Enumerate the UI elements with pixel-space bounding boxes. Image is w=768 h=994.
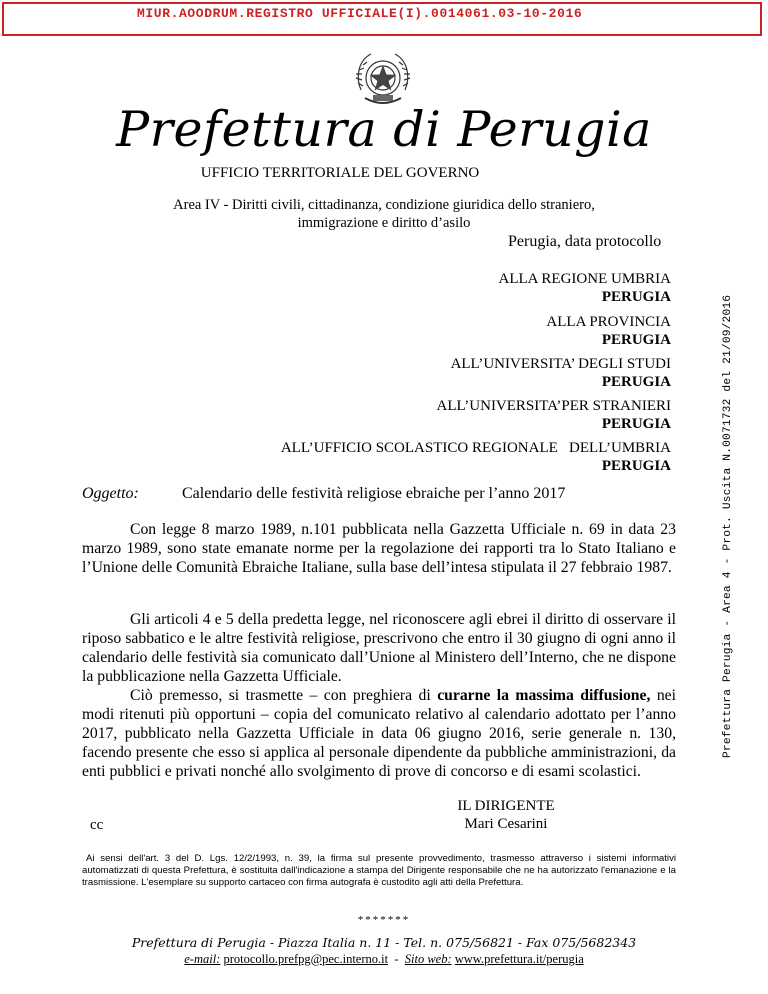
recipient [437,397,672,433]
recipient-name: ALL’UNIVERSITA’PER STRANIERI [436,398,671,414]
recipient-name: ALL’UNIVERSITA’ DEGLI STUDI [450,356,671,372]
recipient [546,313,671,349]
recipient [451,355,671,391]
paragraph-3-end: nei modi ritenuti più opportuni – copia del comunicato relativo al calendario adottato per l’anno 2017, pubblicato nella Gazzetta Ufficiale in data 06 giugno 2016, serie generale n. 130, facendo presente che esso si applica al personale dipendente da pubbliche amministrazioni, da enti pubblici e privati nonché allo svolgimento di prove di concorso e di esami scolastici. [82,687,677,780]
recipient-city: PERUGIA [601,458,671,474]
email-link[interactable]: protocollo.prefpg@pec.interno.it [223,952,389,966]
recipient [499,270,672,306]
page-title: Prefettura di Perugia [116,101,652,158]
body-paragraph-3 [82,686,676,781]
legal-note: Ai sensi dell'art. 3 del D. Lgs. 12/2/1993, n. 39, la firma sul presente provvedimento, trasmesso attraverso i sistemi informativi automatizzati di questa Prefettura, è sostituita dall'indicazione a stampa del Dirigente responsabile che ne ha autorizzato l'emanazione e la trasmissione. L'esemplare su supporto cartaceo con firma autografa è custodito agli atti della Prefettura. [82,853,676,888]
recipient-city: PERUGIA [601,416,671,432]
body-paragraph-2: Gli articoli 4 e 5 della predetta legge, nel riconoscere agli ebrei il diritto di osservare il riposo sabbatico e le altre festività religiose, prescrivono che entro il 30 giugno di ogni anno il calendario delle festività sia comunicato dall’Unione al Ministero dell’Interno, che ne dispone la pubblicazione nella Gazzetta Ufficiale. [82,611,676,685]
document-date: Perugia, data protocollo [508,233,662,250]
paragraph-3-start: Ciò premesso, si trasmette – con preghiera di [130,687,438,704]
recipient-name: ALLA REGIONE UMBRIA [498,271,671,287]
recipient-city: PERUGIA [601,374,671,390]
paragraph-3-emphasis: curarne la massima diffusione, [437,687,651,704]
website-label: Sito web: [404,952,452,966]
area-heading [0,196,768,232]
area-line-2: immigrazione e diritto d’asilo [297,215,471,231]
cc-label: cc [90,817,104,833]
subject-label: Oggetto: [82,485,139,502]
footer-address: Prefettura di Perugia - Piazza Italia n. 11 - Tel. n. 075/56821 - Fax 075/5682343 [131,935,637,950]
subject-text: Calendario delle festività religiose ebraiche per l’anno 2017 [182,485,566,502]
signature-block [441,797,571,833]
recipient-name: ALLA PROVINCIA [546,314,671,330]
recipient-city: PERUGIA [601,332,671,348]
recipient-name: ALL’UFFICIO SCOLASTICO REGIONALE DELL’UMBRIA [280,440,671,456]
email-label: e-mail: [184,952,221,966]
separator-stars: ******* [357,914,411,926]
body-paragraph-1: Con legge 8 marzo 1989, n.101 pubblicata nella Gazzetta Ufficiale n. 69 in data 23 marzo 1989, sono state emanate norme per la regolazione dei rapporti tra lo Stato Italiano e l’Unione delle Comunità Ebraiche Italiane, sulla base dell’intesa stipulata il 27 febbraio 1987. [82,521,676,576]
area-line-1: Area IV - Diritti civili, cittadinanza, condizione giuridica dello straniero, [173,197,595,213]
signature-name: Mari Cesarini [464,816,548,832]
recipient [281,439,671,475]
website-link[interactable]: www.prefettura.it/perugia [454,952,584,966]
signature-role: IL DIRIGENTE [457,798,555,814]
footer-separator: - [391,952,402,966]
registry-stamp: MIUR.AOODRUM.REGISTRO UFFICIALE(I).0014061.03-10-2016 [2,2,762,36]
office-subtitle: UFFICIO TERRITORIALE DEL GOVERNO [200,165,480,181]
footer-contacts [0,952,768,967]
recipient-city: PERUGIA [601,289,671,305]
side-protocol-stamp: Prefettura Perugia - Area 4 - Prot. Uscita N.0071732 del 21/09/2016 [722,294,734,758]
